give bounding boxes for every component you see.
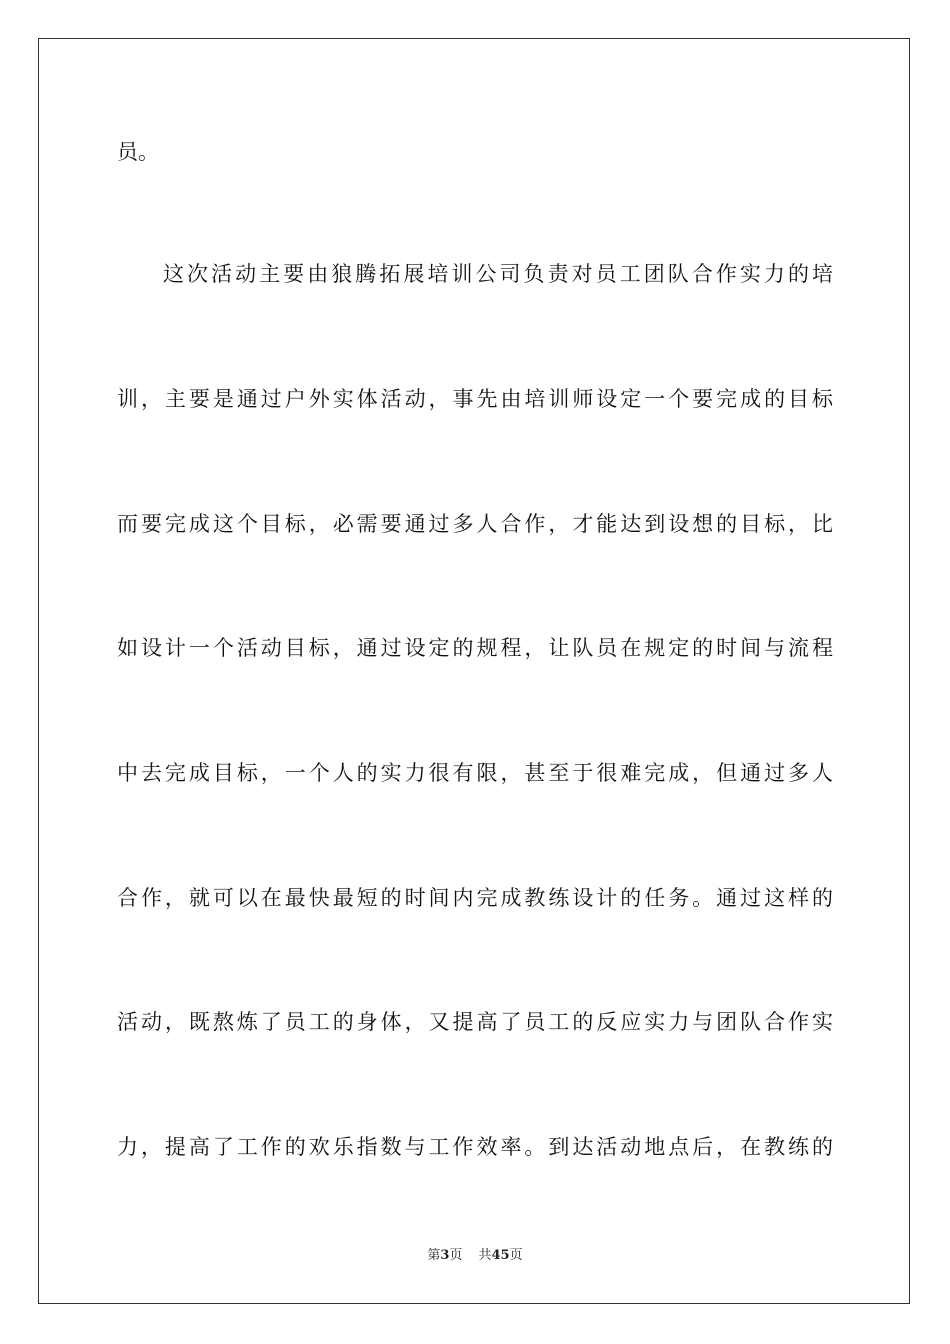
text-line: 合作，就可以在最快最短的时间内完成教练设计的任务。通过这样的 (117, 886, 833, 910)
page-number: 3 (440, 1248, 450, 1263)
page-frame (38, 38, 910, 1304)
text-line: 活动，既熬炼了员工的身体，又提高了员工的反应实力与团队合作实 (117, 1010, 833, 1034)
page-footer (0, 1247, 950, 1265)
total-prefix: 共 (478, 1248, 492, 1263)
total-suffix: 页 (509, 1248, 523, 1263)
text-line: 训，主要是通过户外实体活动，事先由培训师设定一个要完成的目标 (117, 387, 833, 411)
text-line: 中去完成目标，一个人的实力很有限，甚至于很难完成，但通过多人 (117, 761, 833, 785)
text-line: 员。 (117, 140, 159, 164)
total-pages: 45 (491, 1248, 510, 1263)
text-line: 这次活动主要由狼腾拓展培训公司负责对员工团队合作实力的培 (163, 262, 833, 286)
page-prefix: 第 (427, 1248, 441, 1263)
text-line: 如设计一个活动目标，通过设定的规程，让队员在规定的时间与流程 (117, 636, 833, 660)
page-suffix: 页 (449, 1248, 463, 1263)
text-line: 力，提高了工作的欢乐指数与工作效率。到达活动地点后，在教练的 (117, 1135, 833, 1159)
text-line: 而要完成这个目标，必需要通过多人合作，才能达到设想的目标，比 (117, 512, 833, 536)
